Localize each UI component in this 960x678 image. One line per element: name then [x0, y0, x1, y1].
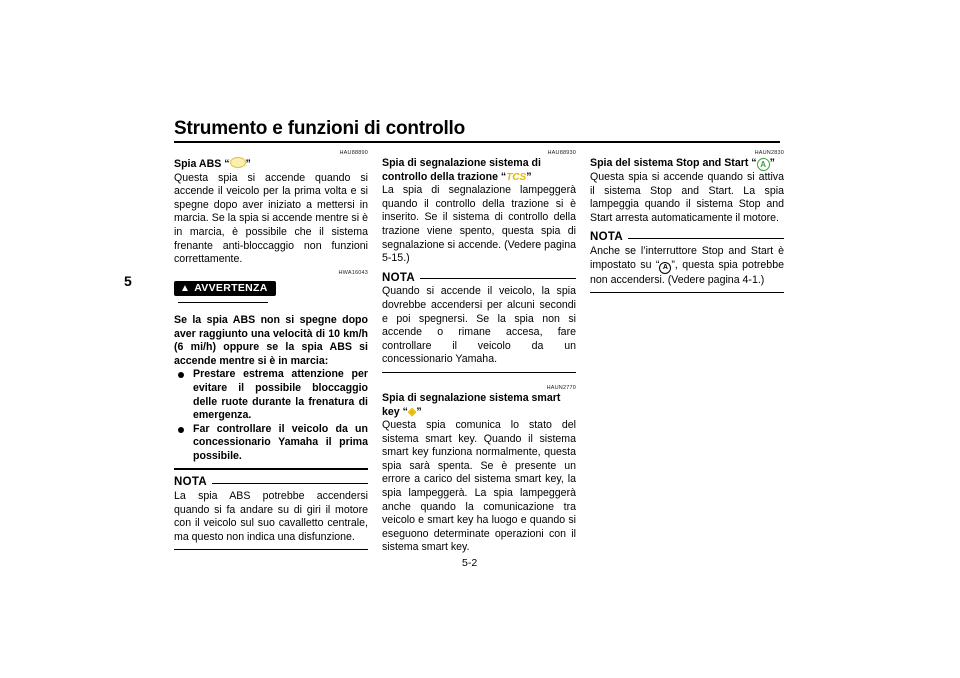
warning-block: [174, 314, 368, 464]
section-code: HAU88930: [547, 150, 576, 156]
chapter-tab: 5: [124, 273, 132, 289]
abs-heading: Spia ABS “ ”: [174, 158, 251, 170]
tcs-heading: Spia di segnalazione sistema di controllo della trazione “TCS”: [382, 157, 541, 183]
column-2: [382, 150, 576, 555]
smartkey-heading: Spia di segnalazione sistema smart key “◈”: [382, 391, 561, 418]
bullet-icon: [178, 427, 184, 433]
stopstart-body: Questa spia si accende quando si attiva il sistema Stop and Start. La spia lampeggia quando il sistema Stop and Start arresta automaticamente il motore.: [590, 171, 784, 224]
section-code: HAUN2770: [546, 384, 576, 391]
warning-badge: ▲ AVVERTENZA: [174, 281, 276, 297]
stop-start-icon: A: [757, 158, 770, 171]
column-3: [590, 150, 784, 297]
smartkey-body: Questa spia comunica lo stato del sistema smart key. Quando il sistema smart key funziona normalmente, questa spia sarà spenta. Se è presente un errore a carico del sistema smart key, la spia lampeggerà. La spia lampeggerà anche quando la comunicazione tra veicolo e smart key ha luogo e quando si eseguono determinate operazioni con il sistema smart key.: [382, 419, 576, 554]
list-item: Prestare estrema attenzione per evitare il possibile bloccaggio delle ruote durante la frenatura di emergenza.: [174, 368, 368, 422]
section-code: HAU88890: [339, 150, 368, 156]
section-code: HAUN2830: [754, 150, 784, 156]
warning-rule: [178, 302, 268, 303]
nota-header: NOTA: [174, 476, 368, 490]
tcs-icon: TCS: [506, 171, 527, 183]
divider: [174, 468, 368, 470]
abs-warning-icon: [230, 157, 246, 168]
nota-header: NOTA: [590, 231, 784, 245]
smart-key-icon: ◈: [407, 405, 417, 418]
tcs-body: La spia di segnalazione lampeggerà quando il controllo della trazione si è inserito. Se il sistema di controllo della trazione viene spento, questa spia di segnalazione si accende. (Vedere pagina 5-15.): [382, 184, 576, 265]
stopstart-heading: Spia del sistema Stop and Start “ A ”: [590, 157, 775, 169]
page-title: Strumento e funzioni di controllo: [174, 118, 466, 139]
column-1: [174, 150, 368, 554]
title-rule: [174, 141, 780, 143]
list-item: Far controllare il veicolo da un concessionario Yamaha il prima possibile.: [174, 423, 368, 464]
divider: [174, 549, 368, 550]
nota-header: NOTA: [382, 272, 576, 286]
warning-text: Se la spia ABS non si spegne dopo aver raggiunto una velocità di 10 km/h (6 mi/h) oppure se la spia ABS si accende mentre si è in marcia:: [174, 313, 368, 367]
divider: [382, 372, 576, 373]
page-number: 5-2: [462, 557, 478, 569]
warning-triangle-icon: ▲: [180, 282, 191, 294]
divider: [590, 292, 784, 293]
nota-text: Quando si accende il veicolo, la spia dovrebbe accendersi per alcuni secondi e poi spegnersi. Se la spia non si accende o rimane accesa, fare controllare il veicolo da un concessionario Yamaha.: [382, 285, 576, 366]
warning-bullets: [174, 368, 368, 463]
nota-text: Anche se l’interruttore Stop and Start è impostato su “ A ”, questa spia potrebbe non accendersi. (Vedere pagina 4-1.): [590, 244, 784, 286]
warning-code: HWA16043: [338, 269, 368, 276]
bullet-icon: [178, 372, 184, 378]
abs-body: Questa spia si accende quando si accende il veicolo per la prima volta e si spegne dopo aver iniziato a mettersi in marcia. Se la spia si accende mentre si è in marcia, è possibile che il sistema frenante anti-bloccaggio non funzioni correttamente.: [174, 171, 368, 266]
warning-header: [174, 281, 368, 310]
nota-text: La spia ABS potrebbe accendersi quando si fa andare su di giri il motore con il veicolo sul suo cavalletto centrale, ma questo non indica una disfunzione.: [174, 490, 368, 543]
stop-start-switch-icon: A: [659, 262, 671, 274]
